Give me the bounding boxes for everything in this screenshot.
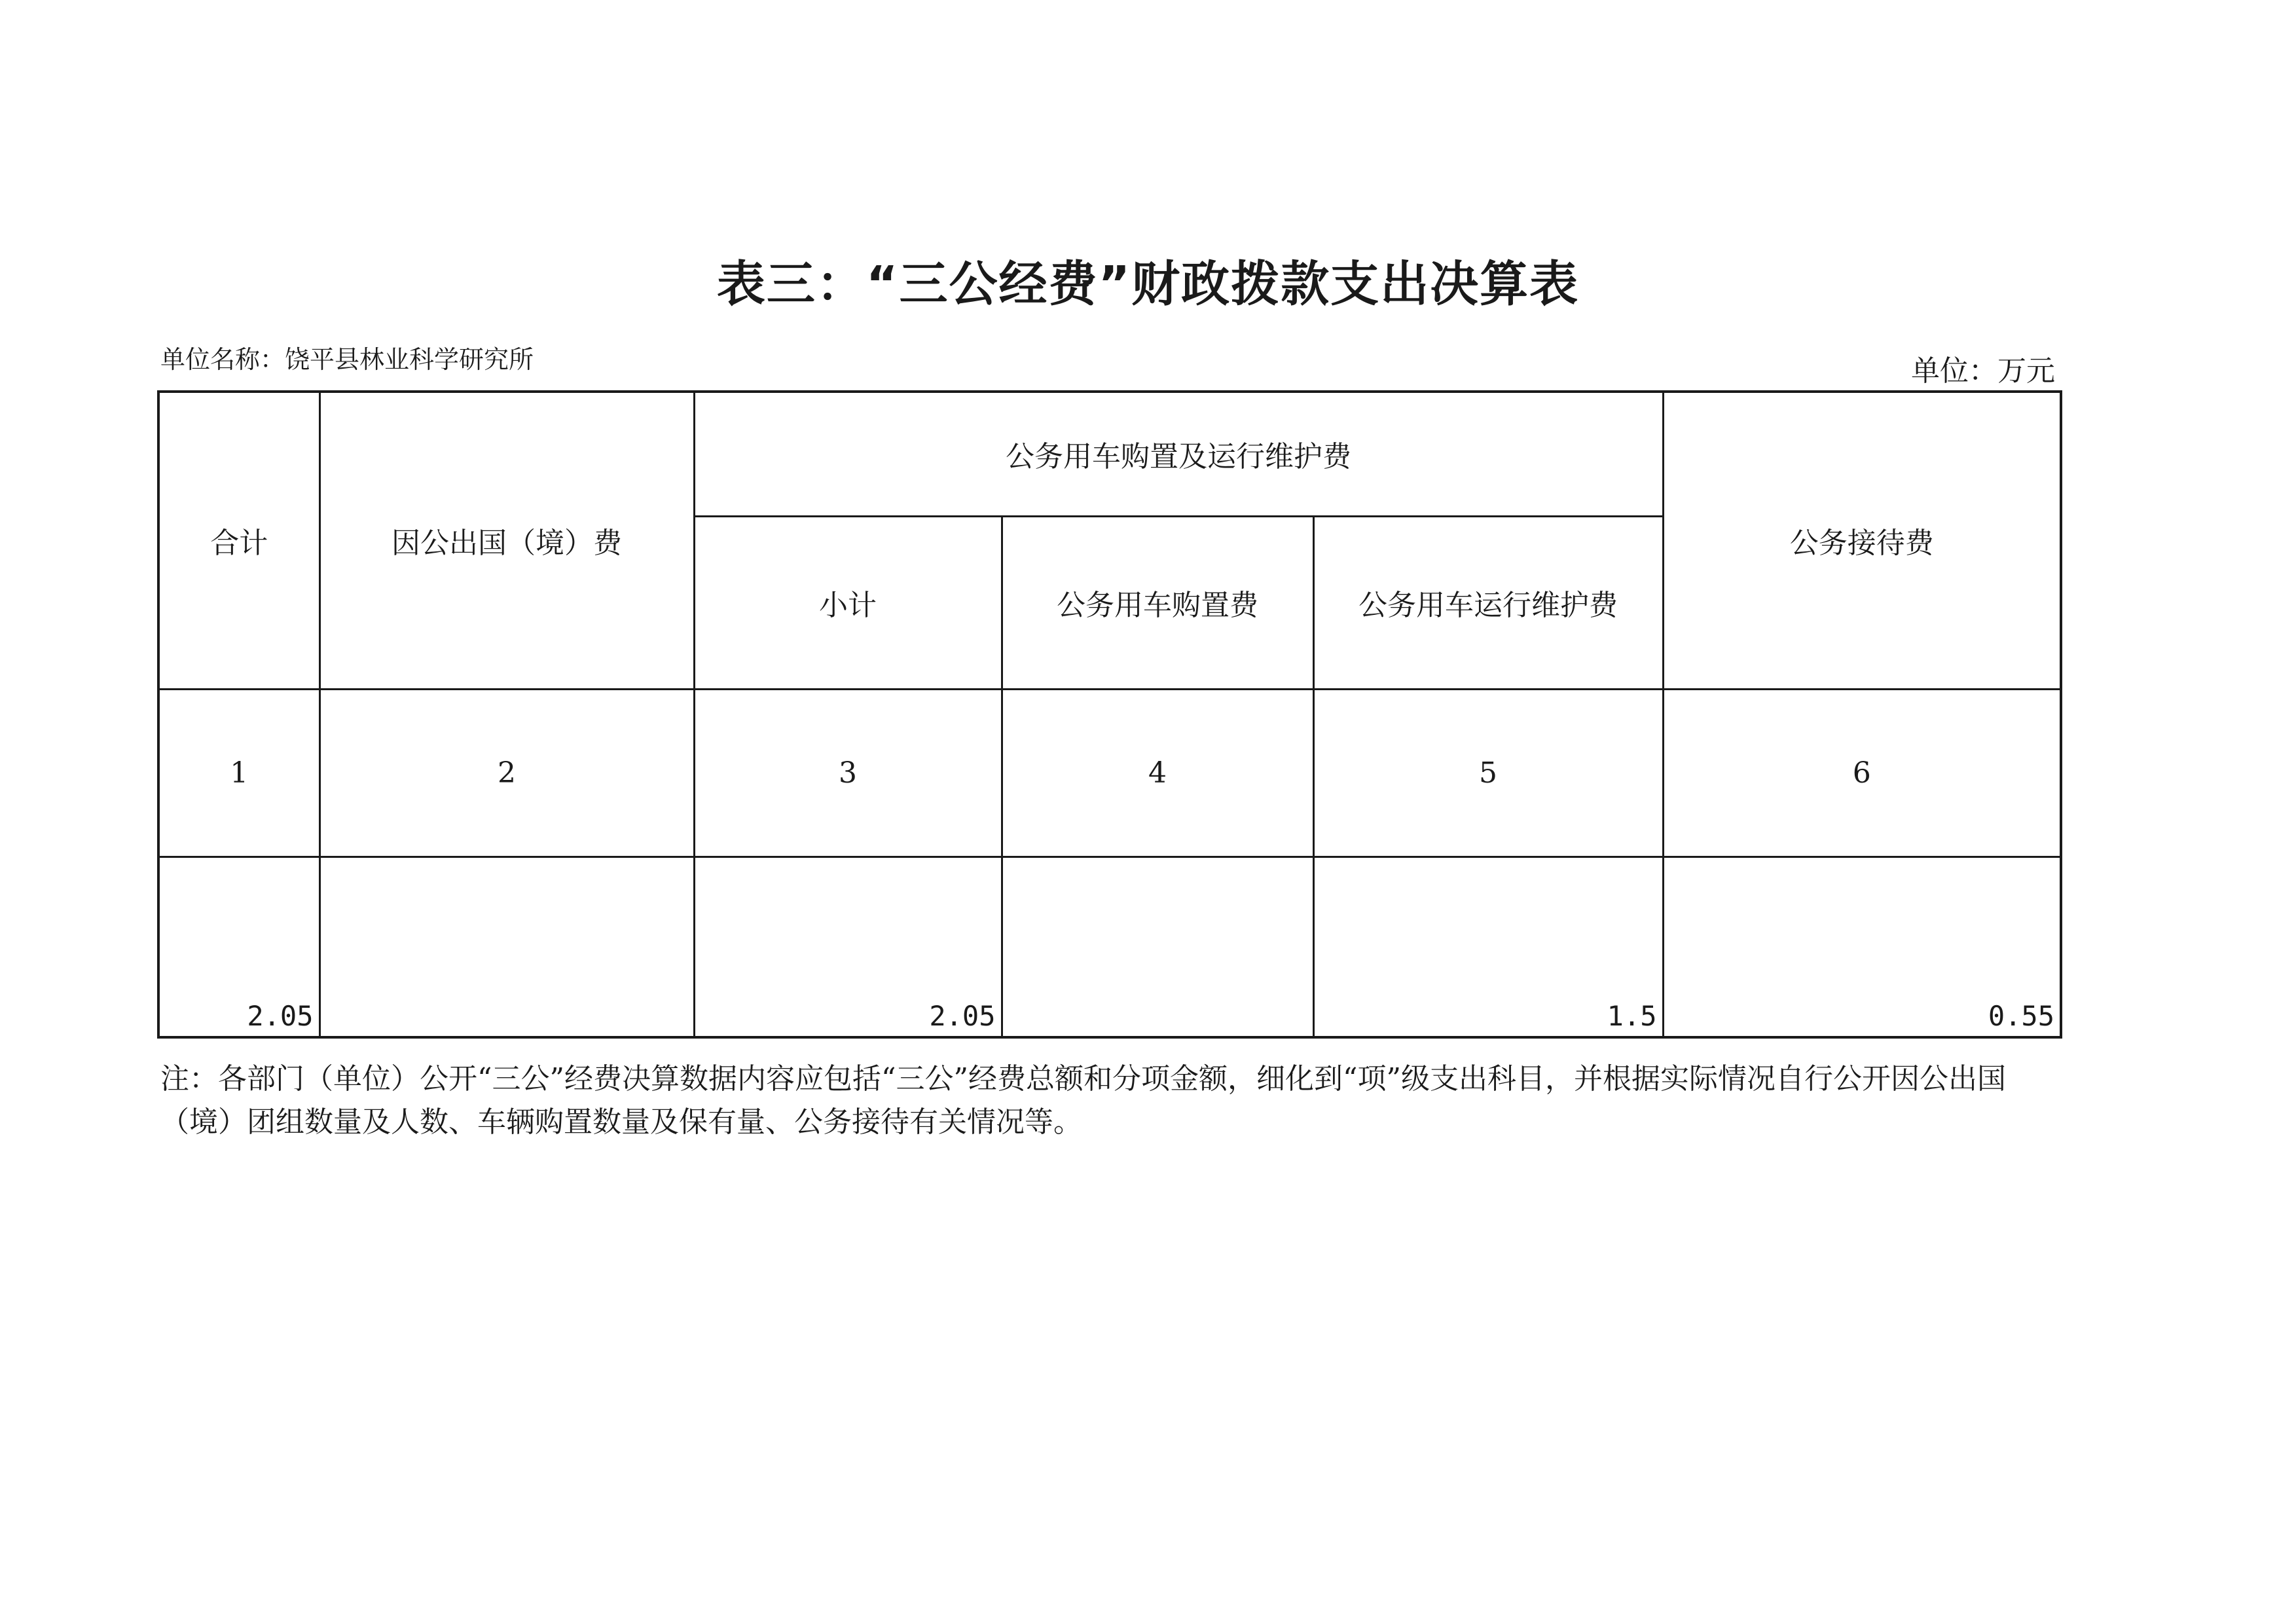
header-total: 合计 xyxy=(158,392,319,689)
index-cell: 5 xyxy=(1313,689,1663,857)
value-total: 2.05 xyxy=(158,857,319,1037)
header-vehicle-group: 公务用车购置及运行维护费 xyxy=(694,392,1663,516)
value-vehicle-purchase xyxy=(1002,857,1313,1037)
page-title: 表三：“三公经费”财政拨款支出决算表 xyxy=(716,256,1580,312)
header-abroad: 因公出国（境）费 xyxy=(319,392,694,689)
index-cell: 6 xyxy=(1663,689,2061,857)
currency-unit-label: 单位：万元 xyxy=(1911,354,2055,388)
value-abroad xyxy=(319,857,694,1037)
value-reception: 0.55 xyxy=(1663,857,2061,1037)
index-cell: 2 xyxy=(319,689,694,857)
index-cell: 4 xyxy=(1002,689,1313,857)
index-cell: 3 xyxy=(694,689,1002,857)
unit-name-label: 单位名称：饶平县林业科学研究所 xyxy=(160,345,534,374)
header-reception: 公务接待费 xyxy=(1663,392,2061,689)
expense-table xyxy=(157,390,2062,1039)
value-vehicle-operation: 1.5 xyxy=(1313,857,1663,1037)
value-row xyxy=(158,857,2061,1037)
index-cell: 1 xyxy=(158,689,319,857)
header-subtotal: 小计 xyxy=(694,516,1002,689)
index-row xyxy=(158,689,2061,857)
header-vehicle-purchase: 公务用车购置费 xyxy=(1002,516,1313,689)
header-vehicle-operation: 公务用车运行维护费 xyxy=(1313,516,1663,689)
value-subtotal: 2.05 xyxy=(694,857,1002,1037)
footnote: 注：各部门（单位）公开“三公”经费决算数据内容应包括“三公”经费总额和分项金额，细化到“项”级支出科目，并根据实际情况自行公开因公出国（境）团组数量及人数、车辆购置数量及保有量、公务接待有关情况等。 xyxy=(160,1062,2006,1139)
